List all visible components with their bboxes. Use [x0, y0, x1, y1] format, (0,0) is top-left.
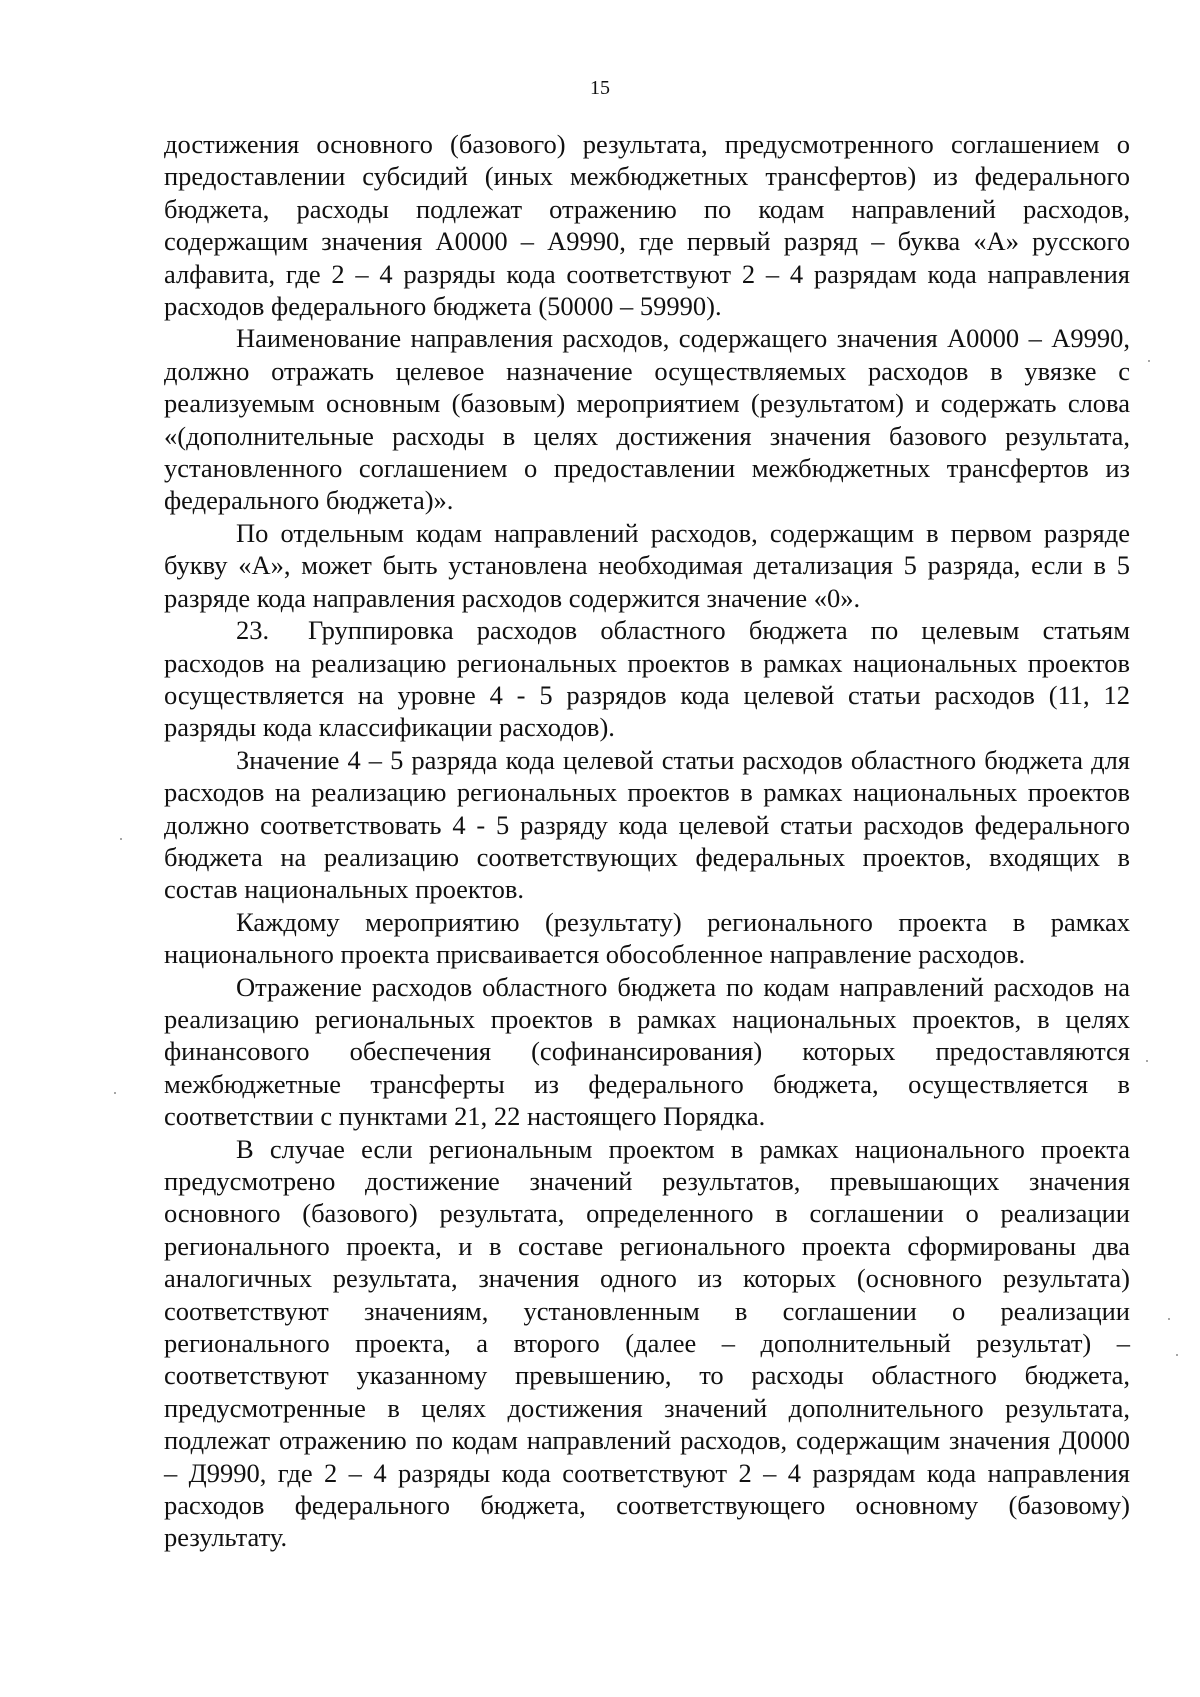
scan-speck [1146, 1060, 1148, 1062]
item-number: 23. [236, 615, 270, 646]
paragraph-code-value: Значение 4 – 5 разряда кода целевой статьи расходов областного бюджета для расходов на реализацию региональных проектов в рамках национальных проектов должно соответствовать 4 - 5 разряду кода целевой статьи расходов федерального бюджета на реализацию соответствующих федеральных проектов, входящих в состав национальных проектов. [164, 744, 1130, 905]
document-body [164, 128, 1130, 1554]
scan-speck [120, 838, 122, 840]
scan-speck [1176, 1354, 1178, 1356]
scan-speck [114, 1092, 116, 1094]
paragraph-continuation: достижения основного (базового) результата, предусмотренного соглашением о предоставлении субсидий (иных межбюджетных трансфертов) из федерального бюджета, расходы подлежат отражению по кодам направлений расходов, содержащим значения А0000 – А9990, где первый разряд – буква «А» русского алфавита, где 2 – 4 разряды кода соответствуют 2 – 4 разрядам кода направления расходов федерального бюджета (50000 – 59990). [164, 129, 1130, 322]
paragraph-reflection: Отражение расходов областного бюджета по кодам направлений расходов на реализацию региональных проектов в рамках национальных проектов, в целях финансового обеспечения (софинансирования) которых предоставляются межбюджетные трансферты из федерального бюджета, осуществляется в соответствии с пунктами 21, 22 настоящего Порядка. [164, 971, 1130, 1132]
paragraph-naming-rule: Наименование направления расходов, содержащего значения А0000 – А9990, должно отражать целевое назначение осуществляемых расходов в увязке с реализуемым основным (базовым) мероприятием (результатом) и содержать слова «(дополнительные расходы в целях достижения значения базового результата, установленного соглашением о предоставлении межбюджетных трансфертов из федерального бюджета)». [164, 323, 1130, 516]
paragraph-detailing-rule: По отдельным кодам направлений расходов, содержащим в первом разряде букву «А», может быть установлена необходимая детализация 5 разряда, если в 5 разряде кода направления расходов содержится значение «0». [164, 517, 1130, 613]
item-text: Группировка расходов областного бюджета по целевым статьям расходов на реализацию региональных проектов в рамках национальных проектов осуществляется на уровне 4 - 5 разрядов кода целевой статьи расходов (11, 12 разряды кода классификации расходов). [164, 615, 1130, 743]
paragraph-separate-direction: Каждому мероприятию (результату) регионального проекта в рамках национального проекта присваивается обособленное направление расходов. [164, 906, 1130, 970]
paragraph-additional-result: В случае если региональным проектом в рамках национального проекта предусмотрено достижение значений результатов, превышающих значения основного (базового) результата, определенного в соглашении о реализации регионального проекта, и в составе регионального проекта сформированы два аналогичных результата, значения одного из которых (основного результата) соответствуют значениям, установленным в соглашении о реализации регионального проекта, а второго (далее – дополнительный результат) – соответствуют указанному превышению, то расходы областного бюджета, предусмотренные в целях достижения значений дополнительного результата, подлежат отражению по кодам направлений расходов, содержащим значения Д0000 – Д9990, где 2 – 4 разряды кода соответствуют 2 – 4 разрядам кода направления расходов федерального бюджета, соответствующего основному (базовому) результату. [164, 1133, 1130, 1553]
scan-speck [1148, 360, 1150, 362]
paragraph-item-23 [164, 614, 1130, 744]
scan-speck [1168, 1318, 1170, 1320]
page-number: 15 [590, 77, 610, 99]
